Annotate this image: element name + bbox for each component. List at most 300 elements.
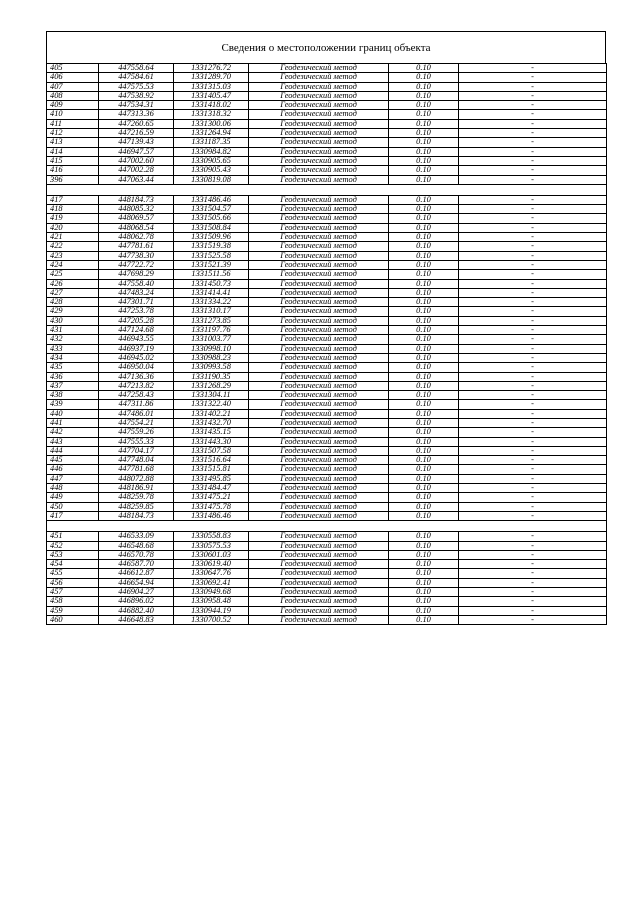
method-cell: Геодезический метод <box>249 400 389 409</box>
point-number-cell: 438 <box>47 391 99 400</box>
accuracy-cell: 0.10 <box>389 372 459 381</box>
method-cell: Геодезический метод <box>249 288 389 297</box>
method-cell: Геодезический метод <box>249 279 389 288</box>
y-coordinate-cell: 1331432.70 <box>174 418 249 427</box>
point-number-cell: 451 <box>47 532 99 541</box>
x-coordinate-cell: 448085.32 <box>99 205 174 214</box>
point-number-cell: 411 <box>47 119 99 128</box>
accuracy-cell: 0.10 <box>389 64 459 73</box>
accuracy-cell: 0.10 <box>389 214 459 223</box>
y-coordinate-cell: 1331505.66 <box>174 214 249 223</box>
accuracy-cell: 0.10 <box>389 597 459 606</box>
description-cell: - <box>459 205 607 214</box>
description-cell: - <box>459 493 607 502</box>
table-row <box>47 437 607 446</box>
point-number-cell: 460 <box>47 615 99 624</box>
description-cell: - <box>459 214 607 223</box>
y-coordinate-cell: 1331504.57 <box>174 205 249 214</box>
accuracy-cell: 0.10 <box>389 242 459 251</box>
point-number-cell: 436 <box>47 372 99 381</box>
table-row <box>47 550 607 559</box>
table-row <box>47 493 607 502</box>
method-cell: Геодезический метод <box>249 456 389 465</box>
accuracy-cell: 0.10 <box>389 298 459 307</box>
x-coordinate-cell: 448184.73 <box>99 195 174 204</box>
table-row <box>47 129 607 138</box>
accuracy-cell: 0.10 <box>389 344 459 353</box>
description-cell: - <box>459 156 607 165</box>
x-coordinate-cell: 446587.70 <box>99 560 174 569</box>
point-number-cell: 442 <box>47 428 99 437</box>
description-cell: - <box>459 242 607 251</box>
accuracy-cell: 0.10 <box>389 138 459 147</box>
method-cell: Геодезический метод <box>249 233 389 242</box>
method-cell: Геодезический метод <box>249 119 389 128</box>
point-number-cell: 427 <box>47 288 99 297</box>
x-coordinate-cell: 446937.19 <box>99 344 174 353</box>
y-coordinate-cell: 1330984.82 <box>174 147 249 156</box>
y-coordinate-cell: 1331521.39 <box>174 260 249 269</box>
y-coordinate-cell: 1331414.41 <box>174 288 249 297</box>
accuracy-cell: 0.10 <box>389 195 459 204</box>
accuracy-cell: 0.10 <box>389 91 459 100</box>
method-cell: Геодезический метод <box>249 578 389 587</box>
table-row <box>47 391 607 400</box>
x-coordinate-cell: 446533.09 <box>99 532 174 541</box>
x-coordinate-cell: 447534.31 <box>99 101 174 110</box>
description-cell: - <box>459 73 607 82</box>
y-coordinate-cell: 1331508.84 <box>174 223 249 232</box>
accuracy-cell: 0.10 <box>389 606 459 615</box>
point-number-cell: 435 <box>47 363 99 372</box>
description-cell: - <box>459 233 607 242</box>
description-cell: - <box>459 400 607 409</box>
point-number-cell: 413 <box>47 138 99 147</box>
table-row <box>47 279 607 288</box>
description-cell: - <box>459 251 607 260</box>
x-coordinate-cell: 447486.01 <box>99 409 174 418</box>
x-coordinate-cell: 446947.57 <box>99 147 174 156</box>
point-number-cell: 406 <box>47 73 99 82</box>
y-coordinate-cell: 1330819.08 <box>174 175 249 184</box>
point-number-cell: 425 <box>47 270 99 279</box>
accuracy-cell: 0.10 <box>389 223 459 232</box>
method-cell: Геодезический метод <box>249 101 389 110</box>
point-number-cell: 410 <box>47 110 99 119</box>
table-row <box>47 326 607 335</box>
y-coordinate-cell: 1331310.17 <box>174 307 249 316</box>
method-cell: Геодезический метод <box>249 381 389 390</box>
point-number-cell: 457 <box>47 588 99 597</box>
method-cell: Геодезический метод <box>249 82 389 91</box>
accuracy-cell: 0.10 <box>389 446 459 455</box>
table-row <box>47 456 607 465</box>
method-cell: Геодезический метод <box>249 372 389 381</box>
point-number-cell: 414 <box>47 147 99 156</box>
table-row <box>47 298 607 307</box>
point-number-cell: 458 <box>47 597 99 606</box>
method-cell: Геодезический метод <box>249 205 389 214</box>
method-cell: Геодезический метод <box>249 129 389 138</box>
description-cell: - <box>459 615 607 624</box>
accuracy-cell: 0.10 <box>389 474 459 483</box>
point-number-cell: 456 <box>47 578 99 587</box>
accuracy-cell: 0.10 <box>389 484 459 493</box>
description-cell: - <box>459 560 607 569</box>
x-coordinate-cell: 447781.61 <box>99 242 174 251</box>
description-cell: - <box>459 484 607 493</box>
x-coordinate-cell: 447559.26 <box>99 428 174 437</box>
table-row <box>47 400 607 409</box>
x-coordinate-cell: 447216.59 <box>99 129 174 138</box>
point-number-cell: 431 <box>47 326 99 335</box>
accuracy-cell: 0.10 <box>389 175 459 184</box>
description-cell: - <box>459 391 607 400</box>
table-row <box>47 64 607 73</box>
accuracy-cell: 0.10 <box>389 119 459 128</box>
method-cell: Геодезический метод <box>249 166 389 175</box>
description-cell: - <box>459 270 607 279</box>
y-coordinate-cell: 1331475.21 <box>174 493 249 502</box>
y-coordinate-cell: 1331003.77 <box>174 335 249 344</box>
x-coordinate-cell: 447704.17 <box>99 446 174 455</box>
description-cell: - <box>459 288 607 297</box>
table-row <box>47 578 607 587</box>
table-row <box>47 532 607 541</box>
x-coordinate-cell: 446648.83 <box>99 615 174 624</box>
y-coordinate-cell: 1331495.85 <box>174 474 249 483</box>
y-coordinate-cell: 1331276.72 <box>174 64 249 73</box>
y-coordinate-cell: 1330905.43 <box>174 166 249 175</box>
x-coordinate-cell: 446548.68 <box>99 541 174 550</box>
description-cell: - <box>459 260 607 269</box>
method-cell: Геодезический метод <box>249 214 389 223</box>
y-coordinate-cell: 1331516.64 <box>174 456 249 465</box>
y-coordinate-cell: 1330692.41 <box>174 578 249 587</box>
accuracy-cell: 0.10 <box>389 82 459 91</box>
accuracy-cell: 0.10 <box>389 532 459 541</box>
accuracy-cell: 0.10 <box>389 260 459 269</box>
method-cell: Геодезический метод <box>249 73 389 82</box>
description-cell: - <box>459 64 607 73</box>
x-coordinate-cell: 446612.87 <box>99 569 174 578</box>
method-cell: Геодезический метод <box>249 465 389 474</box>
y-coordinate-cell: 1330700.52 <box>174 615 249 624</box>
accuracy-cell: 0.10 <box>389 541 459 550</box>
point-number-cell: 412 <box>47 129 99 138</box>
y-coordinate-cell: 1331435.15 <box>174 428 249 437</box>
accuracy-cell: 0.10 <box>389 588 459 597</box>
group-separator <box>47 184 607 195</box>
y-coordinate-cell: 1331486.46 <box>174 511 249 520</box>
accuracy-cell: 0.10 <box>389 363 459 372</box>
method-cell: Геодезический метод <box>249 110 389 119</box>
point-number-cell: 440 <box>47 409 99 418</box>
x-coordinate-cell: 447738.30 <box>99 251 174 260</box>
accuracy-cell: 0.10 <box>389 456 459 465</box>
point-number-cell: 441 <box>47 418 99 427</box>
method-cell: Геодезический метод <box>249 511 389 520</box>
description-cell: - <box>459 511 607 520</box>
method-cell: Геодезический метод <box>249 223 389 232</box>
point-number-cell: 446 <box>47 465 99 474</box>
method-cell: Геодезический метод <box>249 298 389 307</box>
point-number-cell: 408 <box>47 91 99 100</box>
y-coordinate-cell: 1331511.56 <box>174 270 249 279</box>
description-cell: - <box>459 569 607 578</box>
point-number-cell: 434 <box>47 353 99 362</box>
method-cell: Геодезический метод <box>249 550 389 559</box>
table-row <box>47 175 607 184</box>
x-coordinate-cell: 446570.78 <box>99 550 174 559</box>
description-cell: - <box>459 101 607 110</box>
coordinates-table-body <box>47 64 607 625</box>
table-row <box>47 260 607 269</box>
method-cell: Геодезический метод <box>249 532 389 541</box>
y-coordinate-cell: 1331402.21 <box>174 409 249 418</box>
description-cell: - <box>459 578 607 587</box>
description-cell: - <box>459 353 607 362</box>
description-cell: - <box>459 147 607 156</box>
point-number-cell: 422 <box>47 242 99 251</box>
method-cell: Геодезический метод <box>249 541 389 550</box>
point-number-cell: 420 <box>47 223 99 232</box>
group-separator <box>47 521 607 532</box>
x-coordinate-cell: 447554.21 <box>99 418 174 427</box>
description-cell: - <box>459 372 607 381</box>
x-coordinate-cell: 447575.53 <box>99 82 174 91</box>
x-coordinate-cell: 447313.36 <box>99 110 174 119</box>
y-coordinate-cell: 1331509.96 <box>174 233 249 242</box>
table-row <box>47 242 607 251</box>
accuracy-cell: 0.10 <box>389 578 459 587</box>
point-number-cell: 424 <box>47 260 99 269</box>
x-coordinate-cell: 446950.04 <box>99 363 174 372</box>
description-cell: - <box>459 437 607 446</box>
table-row <box>47 73 607 82</box>
y-coordinate-cell: 1331264.94 <box>174 129 249 138</box>
x-coordinate-cell: 447002.60 <box>99 156 174 165</box>
y-coordinate-cell: 1330575.53 <box>174 541 249 550</box>
point-number-cell: 405 <box>47 64 99 73</box>
x-coordinate-cell: 447002.28 <box>99 166 174 175</box>
table-row <box>47 446 607 455</box>
table-row <box>47 101 607 110</box>
accuracy-cell: 0.10 <box>389 205 459 214</box>
document-title: Сведения о местоположении границ объекта <box>46 31 606 63</box>
table-row <box>47 166 607 175</box>
boundary-document <box>46 31 606 625</box>
table-row <box>47 502 607 511</box>
description-cell: - <box>459 532 607 541</box>
accuracy-cell: 0.10 <box>389 326 459 335</box>
x-coordinate-cell: 447748.04 <box>99 456 174 465</box>
table-row <box>47 560 607 569</box>
accuracy-cell: 0.10 <box>389 110 459 119</box>
x-coordinate-cell: 447260.65 <box>99 119 174 128</box>
y-coordinate-cell: 1331450.73 <box>174 279 249 288</box>
y-coordinate-cell: 1331289.70 <box>174 73 249 82</box>
description-cell: - <box>459 381 607 390</box>
description-cell: - <box>459 307 607 316</box>
table-row <box>47 205 607 214</box>
point-number-cell: 443 <box>47 437 99 446</box>
point-number-cell: 409 <box>47 101 99 110</box>
y-coordinate-cell: 1330619.40 <box>174 560 249 569</box>
table-row <box>47 270 607 279</box>
method-cell: Геодезический метод <box>249 502 389 511</box>
description-cell: - <box>459 138 607 147</box>
accuracy-cell: 0.10 <box>389 550 459 559</box>
method-cell: Геодезический метод <box>249 474 389 483</box>
table-row <box>47 597 607 606</box>
accuracy-cell: 0.10 <box>389 493 459 502</box>
x-coordinate-cell: 447258.43 <box>99 391 174 400</box>
y-coordinate-cell: 1331315.03 <box>174 82 249 91</box>
y-coordinate-cell: 1331197.76 <box>174 326 249 335</box>
point-number-cell: 432 <box>47 335 99 344</box>
method-cell: Геодезический метод <box>249 316 389 325</box>
coordinates-table <box>46 63 607 625</box>
y-coordinate-cell: 1331187.35 <box>174 138 249 147</box>
table-row <box>47 372 607 381</box>
method-cell: Геодезический метод <box>249 307 389 316</box>
y-coordinate-cell: 1331486.46 <box>174 195 249 204</box>
description-cell: - <box>459 129 607 138</box>
y-coordinate-cell: 1331443.30 <box>174 437 249 446</box>
method-cell: Геодезический метод <box>249 363 389 372</box>
table-row <box>47 288 607 297</box>
y-coordinate-cell: 1331322.40 <box>174 400 249 409</box>
x-coordinate-cell: 447139.43 <box>99 138 174 147</box>
x-coordinate-cell: 447722.72 <box>99 260 174 269</box>
y-coordinate-cell: 1331507.58 <box>174 446 249 455</box>
method-cell: Геодезический метод <box>249 335 389 344</box>
y-coordinate-cell: 1330647.76 <box>174 569 249 578</box>
method-cell: Геодезический метод <box>249 418 389 427</box>
table-row <box>47 363 607 372</box>
x-coordinate-cell: 447698.29 <box>99 270 174 279</box>
accuracy-cell: 0.10 <box>389 251 459 260</box>
y-coordinate-cell: 1330905.65 <box>174 156 249 165</box>
accuracy-cell: 0.10 <box>389 560 459 569</box>
method-cell: Геодезический метод <box>249 91 389 100</box>
x-coordinate-cell: 447558.64 <box>99 64 174 73</box>
group-separator-row <box>47 184 607 195</box>
table-row <box>47 344 607 353</box>
description-cell: - <box>459 456 607 465</box>
description-cell: - <box>459 82 607 91</box>
table-row <box>47 588 607 597</box>
description-cell: - <box>459 606 607 615</box>
table-row <box>47 307 607 316</box>
accuracy-cell: 0.10 <box>389 129 459 138</box>
point-number-cell: 429 <box>47 307 99 316</box>
table-row <box>47 147 607 156</box>
method-cell: Геодезический метод <box>249 175 389 184</box>
accuracy-cell: 0.10 <box>389 166 459 175</box>
point-number-cell: 452 <box>47 541 99 550</box>
x-coordinate-cell: 448069.57 <box>99 214 174 223</box>
description-cell: - <box>459 409 607 418</box>
y-coordinate-cell: 1331475.78 <box>174 502 249 511</box>
y-coordinate-cell: 1331405.47 <box>174 91 249 100</box>
accuracy-cell: 0.10 <box>389 615 459 624</box>
description-cell: - <box>459 195 607 204</box>
description-cell: - <box>459 428 607 437</box>
method-cell: Геодезический метод <box>249 147 389 156</box>
method-cell: Геодезический метод <box>249 569 389 578</box>
y-coordinate-cell: 1331484.47 <box>174 484 249 493</box>
x-coordinate-cell: 448259.85 <box>99 502 174 511</box>
accuracy-cell: 0.10 <box>389 270 459 279</box>
accuracy-cell: 0.10 <box>389 156 459 165</box>
method-cell: Геодезический метод <box>249 428 389 437</box>
description-cell: - <box>459 166 607 175</box>
description-cell: - <box>459 465 607 474</box>
description-cell: - <box>459 344 607 353</box>
method-cell: Геодезический метод <box>249 64 389 73</box>
method-cell: Геодезический метод <box>249 326 389 335</box>
y-coordinate-cell: 1331268.29 <box>174 381 249 390</box>
accuracy-cell: 0.10 <box>389 391 459 400</box>
accuracy-cell: 0.10 <box>389 101 459 110</box>
accuracy-cell: 0.10 <box>389 428 459 437</box>
table-row <box>47 409 607 418</box>
table-row <box>47 381 607 390</box>
accuracy-cell: 0.10 <box>389 147 459 156</box>
point-number-cell: 396 <box>47 175 99 184</box>
y-coordinate-cell: 1331190.35 <box>174 372 249 381</box>
description-cell: - <box>459 223 607 232</box>
y-coordinate-cell: 1330944.19 <box>174 606 249 615</box>
point-number-cell: 416 <box>47 166 99 175</box>
x-coordinate-cell: 448184.73 <box>99 511 174 520</box>
x-coordinate-cell: 448068.54 <box>99 223 174 232</box>
x-coordinate-cell: 447558.40 <box>99 279 174 288</box>
table-row <box>47 91 607 100</box>
point-number-cell: 415 <box>47 156 99 165</box>
accuracy-cell: 0.10 <box>389 418 459 427</box>
x-coordinate-cell: 447584.61 <box>99 73 174 82</box>
table-row <box>47 156 607 165</box>
x-coordinate-cell: 447213.82 <box>99 381 174 390</box>
point-number-cell: 418 <box>47 205 99 214</box>
y-coordinate-cell: 1330949.68 <box>174 588 249 597</box>
accuracy-cell: 0.10 <box>389 73 459 82</box>
y-coordinate-cell: 1330601.03 <box>174 550 249 559</box>
table-row <box>47 82 607 91</box>
table-row <box>47 223 607 232</box>
point-number-cell: 426 <box>47 279 99 288</box>
description-cell: - <box>459 175 607 184</box>
table-row <box>47 615 607 624</box>
method-cell: Геодезический метод <box>249 156 389 165</box>
x-coordinate-cell: 446904.27 <box>99 588 174 597</box>
point-number-cell: 453 <box>47 550 99 559</box>
x-coordinate-cell: 446945.02 <box>99 353 174 362</box>
accuracy-cell: 0.10 <box>389 288 459 297</box>
table-row <box>47 138 607 147</box>
point-number-cell: 421 <box>47 233 99 242</box>
point-number-cell: 448 <box>47 484 99 493</box>
x-coordinate-cell: 447253.78 <box>99 307 174 316</box>
y-coordinate-cell: 1331304.11 <box>174 391 249 400</box>
accuracy-cell: 0.10 <box>389 437 459 446</box>
description-cell: - <box>459 541 607 550</box>
point-number-cell: 417 <box>47 195 99 204</box>
table-row <box>47 418 607 427</box>
